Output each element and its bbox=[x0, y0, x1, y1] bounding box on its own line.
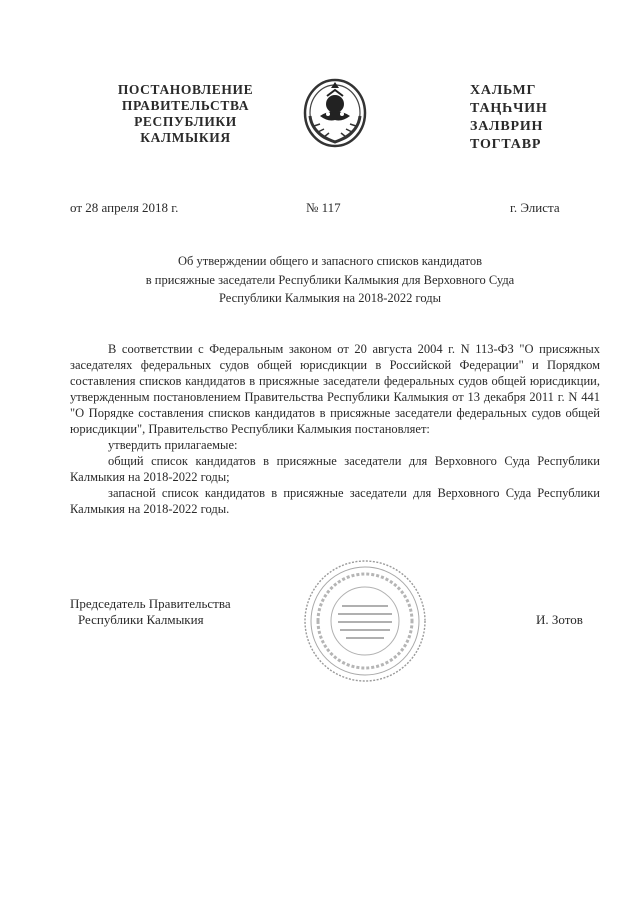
official-seal-stamp-icon bbox=[300, 556, 430, 686]
header-left-line-4: КАЛМЫКИЯ bbox=[140, 130, 231, 145]
title-line-1: Об утверждении общего и запасного списков кандидатов bbox=[177, 254, 482, 268]
title-line-3: Республики Калмыкия на 2018-2022 годы bbox=[219, 291, 441, 305]
title-line-2: в присяжные заседатели Республики Калмыкия для Верховного Суда bbox=[145, 272, 515, 287]
body-paragraph-approve: утвердить прилагаемые: bbox=[108, 438, 238, 452]
header-title-kalmyk bbox=[470, 82, 590, 154]
header-right-line-2: ТАҢҺЧИН bbox=[470, 101, 548, 116]
header-left-line-2: ПРАВИТЕЛЬСТВА bbox=[121, 98, 250, 113]
header-right-line-3: ЗАЛВРИН bbox=[470, 119, 544, 134]
document-number: № 117 bbox=[306, 200, 341, 215]
body-paragraph-preamble: В соответствии с Федеральным законом от 20 августа 2004 г. N 113-ФЗ "О присяжных заседателях федеральных судов общей юрисдикции в Российской Федерации" и Порядком составления списков кандидатов в присяжные заседатели федеральных судов общей юрисдикции, утвержденным постановлением Правительства Республики Калмыкия от 13 декабря 2011 г. N 441 "О Порядке составления списков кандидатов в присяжные заседатели федеральных судов общей юрисдикции", Правительство Республики Калмыкия постановляет: bbox=[70, 342, 600, 436]
kalmykia-coat-of-arms-icon bbox=[300, 76, 370, 150]
document-city: г. Элиста bbox=[510, 200, 560, 215]
signature-position bbox=[70, 596, 231, 628]
body-paragraph-reserve-list: запасной список кандидатов в присяжные заседатели для Верховного Суда Республики Калмыкия на 2018-2022 годы. bbox=[70, 486, 600, 516]
document-title bbox=[70, 252, 590, 308]
signature-position-line-2: Республики Калмыкия bbox=[78, 612, 204, 627]
header-left-line-3: РЕСПУБЛИКИ bbox=[134, 114, 237, 129]
header-right-line-4: ТОГТАВР bbox=[470, 137, 542, 152]
document-date: от 28 апреля 2018 г. bbox=[70, 200, 179, 215]
signatory-name: И. Зотов bbox=[536, 612, 583, 627]
header-right-line-1: ХАЛЬМГ bbox=[470, 83, 537, 98]
header-left-line-1: ПОСТАНОВЛЕНИЕ bbox=[117, 82, 254, 97]
signature-position-line-1: Председатель Правительства bbox=[70, 596, 231, 611]
header-title-russian bbox=[98, 82, 273, 146]
body-paragraph-general-list: общий список кандидатов в присяжные заседатели для Верховного Суда Республики Калмыкия на 2018-2022 годы; bbox=[70, 454, 600, 484]
document-body bbox=[70, 341, 600, 517]
